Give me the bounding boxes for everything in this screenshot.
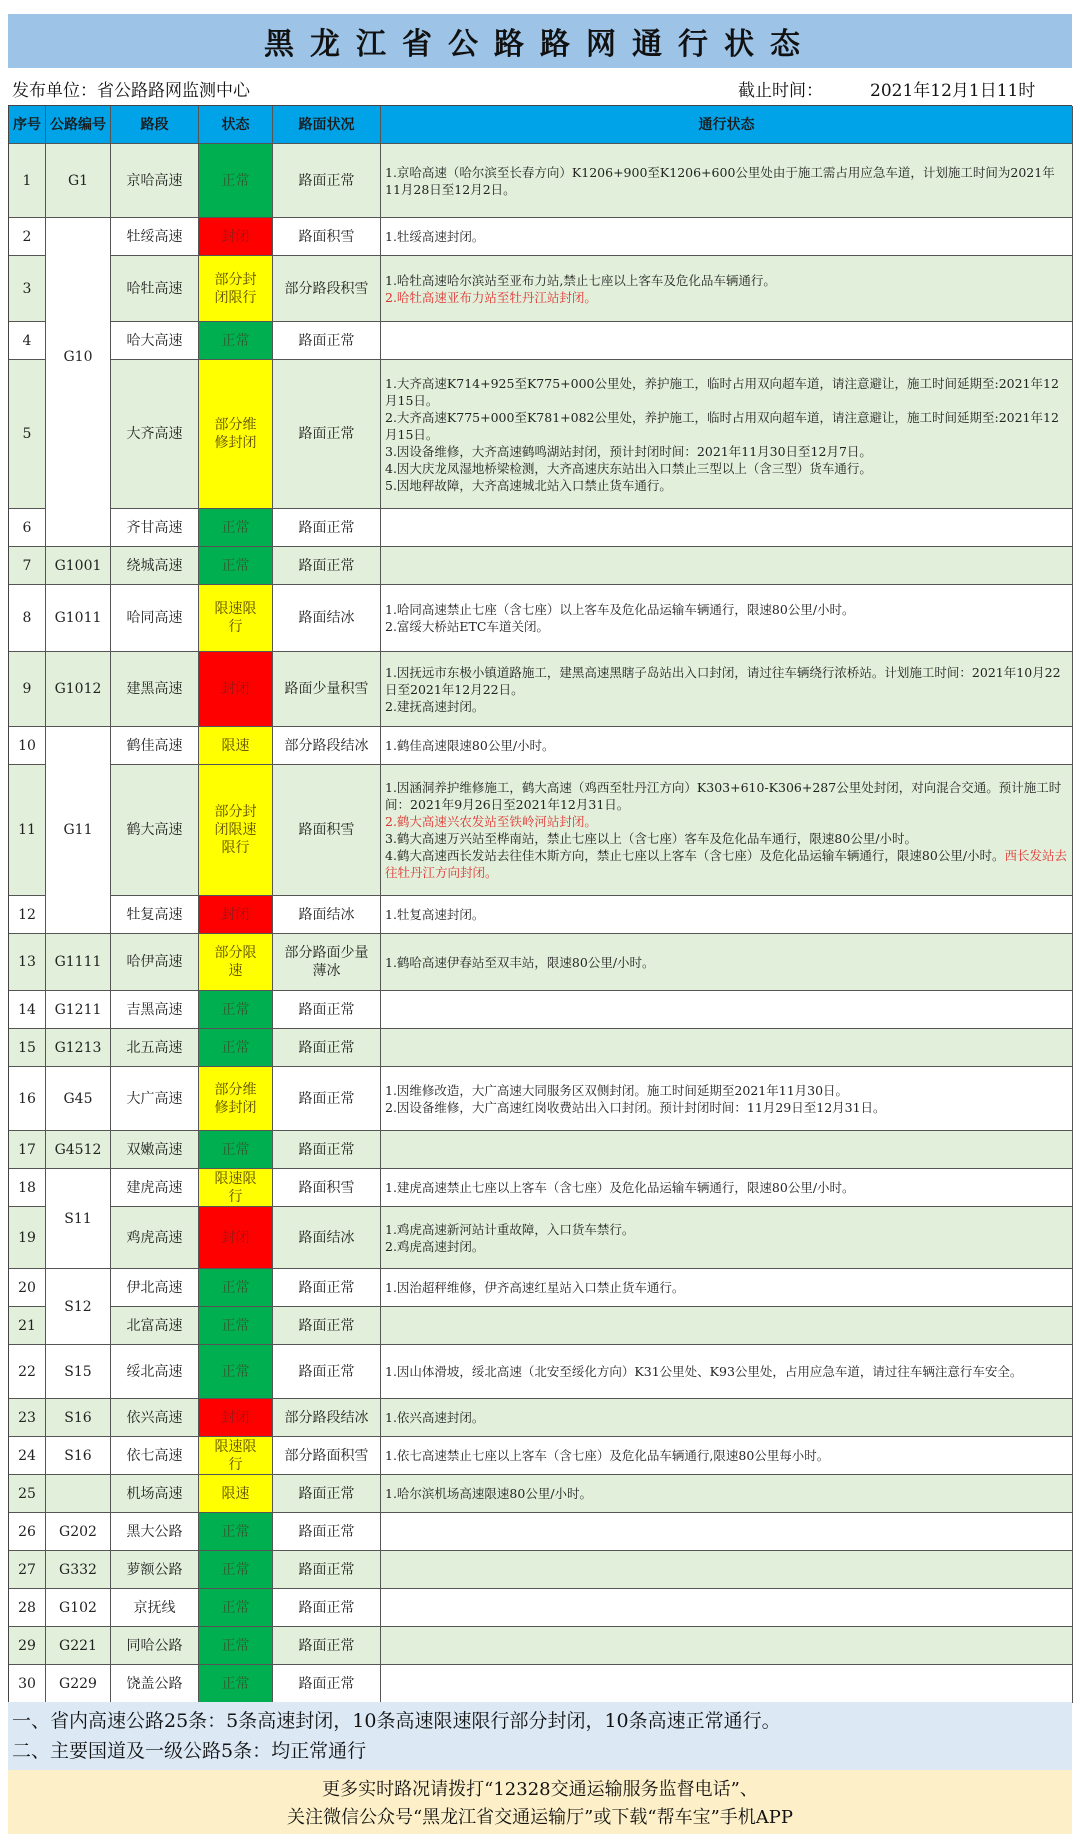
road-surface-condition: 路面正常 — [273, 1345, 381, 1399]
column-header: 状态 — [199, 106, 273, 144]
road-section: 哈牡高速 — [111, 256, 199, 322]
traffic-note-text: 1.京哈高速（哈尔滨至长春方向）K1206+900至K1206+600公里处由于施工需占用应急车道，计划施工时间为2021年11月28日至12月2日。 — [385, 164, 1055, 197]
road-code: G1211 — [46, 991, 111, 1029]
road-surface-condition: 路面正常 — [273, 1131, 381, 1169]
road-code: G1111 — [46, 934, 111, 991]
road-surface-condition: 部分路段结冰 — [273, 727, 381, 765]
road-section: 萝额公路 — [111, 1551, 199, 1589]
footer-line-wechat: 关注微信公众号“黑龙江省交通运输厅”或下载“帮车宝”手机APP — [286, 1807, 794, 1828]
status-badge: 正常 — [199, 1345, 273, 1399]
road-surface-condition: 路面正常 — [273, 1665, 381, 1703]
traffic-notes — [381, 896, 1073, 934]
traffic-note — [385, 1279, 684, 1296]
road-surface-condition: 路面正常 — [273, 991, 381, 1029]
status-badge: 正常 — [199, 322, 273, 360]
road-surface-condition: 路面结冰 — [273, 896, 381, 934]
status-badge: 封闭 — [199, 1399, 273, 1437]
traffic-notes — [381, 1589, 1073, 1627]
page-title: 黑龙江省公路路网通行状态 — [264, 27, 816, 62]
road-surface-condition: 路面少量积雪 — [273, 652, 381, 727]
road-surface-condition: 部分路面积雪 — [273, 1437, 381, 1475]
road-surface-condition: 路面正常 — [273, 1589, 381, 1627]
status-badge: 部分维修封闭 — [199, 360, 273, 509]
status-badge: 封闭 — [199, 1207, 273, 1269]
row-number: 29 — [9, 1627, 46, 1665]
status-badge: 限速 — [199, 1475, 273, 1513]
traffic-note-text: 2.大齐高速K775+000至K781+082公里处，养护施工，临时占用双向超车道，请注意避让，施工时间延期至:2021年12月15日。 — [385, 409, 1059, 442]
status-badge: 限速限行 — [199, 1437, 273, 1475]
road-surface-condition: 路面正常 — [273, 1551, 381, 1589]
traffic-note — [385, 698, 484, 715]
traffic-note-text: 2.哈牡高速亚布力站至牡丹江站封闭。 — [385, 289, 597, 305]
road-section: 黑大公路 — [111, 1513, 199, 1551]
road-section: 鹤大高速 — [111, 765, 199, 896]
traffic-note-text: 1.牡复高速封闭。 — [385, 907, 485, 922]
status-badge: 限速限行 — [199, 1169, 273, 1207]
traffic-notes — [381, 1307, 1073, 1345]
road-code: G1012 — [46, 652, 111, 727]
road-section: 鸡虎高速 — [111, 1207, 199, 1269]
traffic-notes — [381, 727, 1073, 765]
traffic-notes — [381, 360, 1073, 509]
traffic-status-table — [8, 105, 1072, 1702]
road-section: 双嫩高速 — [111, 1131, 199, 1169]
traffic-note — [385, 1485, 592, 1502]
traffic-note-text: 2.因设备维修，大广高速红岗收费站出入口封闭。预计封闭时间：11月29日至12月31日。 — [385, 1099, 886, 1115]
traffic-notes — [381, 1475, 1073, 1513]
traffic-note-text: 1.建虎高速禁止七座以上客车（含七座）及危化品运输车辆通行，限速80公里/小时。 — [385, 1180, 855, 1195]
traffic-notes — [381, 1437, 1073, 1475]
traffic-note — [385, 1363, 1022, 1380]
traffic-notes — [381, 1207, 1073, 1269]
road-code: G11 — [46, 727, 111, 934]
column-header: 路面状况 — [273, 106, 381, 144]
traffic-note-closure: 西长发站去往牡丹江方向封闭。 — [385, 848, 1068, 880]
status-badge: 正常 — [199, 1513, 273, 1551]
traffic-note — [385, 664, 1068, 698]
traffic-note-text: 1.因维修改造，大广高速大同服务区双侧封闭。施工时间延期至2021年11月30日。 — [385, 1082, 849, 1098]
road-code: G102 — [46, 1589, 111, 1627]
traffic-notes — [381, 1513, 1073, 1551]
row-number: 25 — [9, 1475, 46, 1513]
road-code: G229 — [46, 1665, 111, 1703]
row-number: 30 — [9, 1665, 46, 1703]
road-code: S16 — [46, 1399, 111, 1437]
row-number: 21 — [9, 1307, 46, 1345]
traffic-note — [385, 164, 1068, 198]
traffic-note-text: 4.鹤大高速西长发站去往佳木斯方向，禁止七座以上客车（含七座）及危化品运输车辆通行，限速80公里/小时。 — [385, 848, 1005, 863]
row-number: 28 — [9, 1589, 46, 1627]
status-badge: 正常 — [199, 1131, 273, 1169]
traffic-note — [385, 601, 855, 618]
road-section: 牡绥高速 — [111, 218, 199, 256]
row-number: 16 — [9, 1067, 46, 1131]
traffic-note — [385, 906, 484, 923]
footer-line-hotline: 更多实时路况请拨打“12328交通运输服务监督电话”、 — [322, 1779, 758, 1800]
traffic-note — [385, 737, 555, 754]
traffic-note-text: 1.因治超秤维修，伊齐高速红星站入口禁止货车通行。 — [385, 1280, 685, 1295]
row-number: 7 — [9, 547, 46, 585]
row-number: 3 — [9, 256, 46, 322]
road-surface-condition: 路面正常 — [273, 1513, 381, 1551]
traffic-note — [385, 1099, 886, 1116]
road-section: 绕城高速 — [111, 547, 199, 585]
deadline-label: 截止时间： — [738, 81, 823, 101]
traffic-note-text: 2.鹤大高速兴农发站至铁岭河站封闭。 — [385, 814, 597, 829]
traffic-note — [385, 847, 1068, 881]
road-section: 哈大高速 — [111, 322, 199, 360]
status-badge: 部分维修封闭 — [199, 1067, 273, 1131]
road-surface-condition: 路面正常 — [273, 1307, 381, 1345]
traffic-note — [385, 375, 1068, 409]
row-number: 18 — [9, 1169, 46, 1207]
traffic-note — [385, 409, 1068, 443]
road-section: 依七高速 — [111, 1437, 199, 1475]
summary-line-expressways: 一、省内高速公路25条：5条高速封闭，10条高速限速限行部分封闭，10条高速正常通行。 — [12, 1710, 781, 1732]
row-number: 24 — [9, 1437, 46, 1475]
title-banner — [8, 14, 1072, 68]
road-surface-condition: 路面正常 — [273, 1475, 381, 1513]
traffic-notes — [381, 1131, 1073, 1169]
road-surface-condition: 路面正常 — [273, 547, 381, 585]
road-surface-condition: 路面正常 — [273, 509, 381, 547]
status-badge: 部分封闭限速限行 — [199, 765, 273, 896]
status-badge: 正常 — [199, 1627, 273, 1665]
road-section: 哈同高速 — [111, 585, 199, 652]
publisher-label: 发布单位：省公路路网监测中心 — [12, 81, 250, 101]
status-badge: 正常 — [199, 1589, 273, 1627]
summary-box — [8, 1702, 1072, 1770]
traffic-note-text: 1.因山体滑坡，绥北高速（北安至绥化方向）K31公里处、K93公里处，占用应急车道，请过往车辆注意行车安全。 — [385, 1364, 1023, 1379]
road-code — [46, 1475, 111, 1513]
traffic-note-text: 4.因大庆龙凤湿地桥梁检测，大齐高速庆东站出入口禁止三型以上（含三型）货车通行。 — [385, 460, 872, 476]
traffic-note-text: 1.鹤哈高速伊春站至双丰站，限速80公里/小时。 — [385, 954, 655, 970]
row-number: 6 — [9, 509, 46, 547]
traffic-note-text: 1.哈同高速禁止七座（含七座）以上客车及危化品运输车辆通行，限速80公里/小时。 — [385, 602, 855, 617]
status-badge: 封闭 — [199, 652, 273, 727]
status-badge: 正常 — [199, 509, 273, 547]
traffic-note — [385, 1238, 484, 1255]
road-surface-condition: 路面正常 — [273, 1067, 381, 1131]
traffic-note-text: 1.哈尔滨机场高速限速80公里/小时。 — [385, 1486, 593, 1501]
road-code: G221 — [46, 1627, 111, 1665]
status-badge: 正常 — [199, 1029, 273, 1067]
traffic-notes — [381, 509, 1073, 547]
traffic-notes — [381, 1627, 1073, 1665]
traffic-note — [385, 477, 672, 494]
road-code: G1011 — [46, 585, 111, 652]
road-surface-condition: 部分路段积雪 — [273, 256, 381, 322]
traffic-notes — [381, 991, 1073, 1029]
road-surface-condition: 路面结冰 — [273, 1207, 381, 1269]
road-code: G1 — [46, 144, 111, 218]
road-section: 北五高速 — [111, 1029, 199, 1067]
row-number: 27 — [9, 1551, 46, 1589]
traffic-note — [385, 954, 655, 971]
column-header: 通行状态 — [381, 106, 1073, 144]
status-badge: 部分封闭限行 — [199, 256, 273, 322]
traffic-notes — [381, 218, 1073, 256]
traffic-notes — [381, 144, 1073, 218]
traffic-notes — [381, 1269, 1073, 1307]
footer-notice — [8, 1770, 1072, 1834]
traffic-note — [385, 443, 872, 460]
row-number: 26 — [9, 1513, 46, 1551]
road-section: 吉黑高速 — [111, 991, 199, 1029]
traffic-note — [385, 1082, 848, 1099]
road-section: 齐甘高速 — [111, 509, 199, 547]
road-code: G202 — [46, 1513, 111, 1551]
road-surface-condition: 部分路面少量薄冰 — [273, 934, 381, 991]
traffic-notes — [381, 1551, 1073, 1589]
row-number: 17 — [9, 1131, 46, 1169]
status-badge: 限速 — [199, 727, 273, 765]
row-number: 22 — [9, 1345, 46, 1399]
traffic-note — [385, 779, 1068, 813]
road-section: 饶盖公路 — [111, 1665, 199, 1703]
status-badge: 限速限行 — [199, 585, 273, 652]
road-section: 牡复高速 — [111, 896, 199, 934]
row-number: 4 — [9, 322, 46, 360]
row-number: 10 — [9, 727, 46, 765]
traffic-notes — [381, 1067, 1073, 1131]
traffic-notes — [381, 934, 1073, 991]
row-number: 14 — [9, 991, 46, 1029]
column-header: 公路编号 — [46, 106, 111, 144]
traffic-note — [385, 460, 872, 477]
traffic-note-text: 2.鸡虎高速封闭。 — [385, 1238, 485, 1254]
column-header: 序号 — [9, 106, 46, 144]
road-surface-condition: 路面结冰 — [273, 585, 381, 652]
road-section: 绥北高速 — [111, 1345, 199, 1399]
road-code: G332 — [46, 1551, 111, 1589]
row-number: 5 — [9, 360, 46, 509]
traffic-note-text: 3.因设备维修，大齐高速鹤鸣湖站封闭，预计封闭时间：2021年11月30日至12月7日。 — [385, 443, 872, 459]
road-code: G4512 — [46, 1131, 111, 1169]
traffic-notes — [381, 1665, 1073, 1703]
status-badge: 正常 — [199, 991, 273, 1029]
traffic-note — [385, 830, 917, 847]
traffic-note-text: 5.因地秤故障，大齐高速城北站入口禁止货车通行。 — [385, 477, 672, 493]
traffic-note — [385, 1447, 829, 1464]
road-code: G45 — [46, 1067, 111, 1131]
traffic-note-text: 1.大齐高速K714+925至K775+000公里处，养护施工，临时占用双向超车道，请注意避让，施工时间延期至:2021年12月15日。 — [385, 375, 1059, 408]
road-section: 北富高速 — [111, 1307, 199, 1345]
summary-line-national-roads: 二、主要国道及一级公路5条：均正常通行 — [12, 1740, 367, 1762]
column-header: 路段 — [111, 106, 199, 144]
road-code: S15 — [46, 1345, 111, 1399]
traffic-notes — [381, 1169, 1073, 1207]
road-code: S11 — [46, 1169, 111, 1269]
traffic-notes — [381, 1029, 1073, 1067]
row-number: 8 — [9, 585, 46, 652]
traffic-note-text: 1.鸡虎高速新河站计重故障，入口货车禁行。 — [385, 1221, 635, 1237]
traffic-note — [385, 1221, 634, 1238]
traffic-note — [385, 289, 597, 306]
traffic-note — [385, 813, 597, 830]
row-number: 15 — [9, 1029, 46, 1067]
row-number: 20 — [9, 1269, 46, 1307]
traffic-note-text: 1.依兴高速封闭。 — [385, 1410, 485, 1425]
traffic-note-text: 1.因涵洞养护维修施工，鹤大高速（鸡西至牡丹江方向）K303+610-K306+287公里处封闭，对向混合交通。预计施工时间：2021年9月26日至2021年12月31日。 — [385, 780, 1062, 812]
road-surface-condition: 路面积雪 — [273, 765, 381, 896]
status-badge: 正常 — [199, 1551, 273, 1589]
road-code: G1213 — [46, 1029, 111, 1067]
traffic-note-text: 1.牡绥高速封闭。 — [385, 229, 485, 244]
road-section: 大广高速 — [111, 1067, 199, 1131]
road-surface-condition: 路面正常 — [273, 322, 381, 360]
road-code: S12 — [46, 1269, 111, 1345]
road-section: 哈伊高速 — [111, 934, 199, 991]
road-section: 建虎高速 — [111, 1169, 199, 1207]
row-number: 2 — [9, 218, 46, 256]
road-section: 大齐高速 — [111, 360, 199, 509]
status-badge: 正常 — [199, 144, 273, 218]
status-badge: 封闭 — [199, 896, 273, 934]
road-surface-condition: 路面正常 — [273, 1269, 381, 1307]
status-badge: 正常 — [199, 547, 273, 585]
traffic-notes — [381, 1399, 1073, 1437]
traffic-note — [385, 228, 484, 245]
road-section: 京抚线 — [111, 1589, 199, 1627]
traffic-note — [385, 272, 776, 289]
traffic-notes — [381, 322, 1073, 360]
road-code: G10 — [46, 218, 111, 547]
traffic-notes — [381, 765, 1073, 896]
row-number: 19 — [9, 1207, 46, 1269]
traffic-note-text: 3.鹤大高速万兴站至桦南站，禁止七座以上（含七座）客车及危化品车通行，限速80公里/小时。 — [385, 831, 918, 846]
row-number: 23 — [9, 1399, 46, 1437]
road-section: 依兴高速 — [111, 1399, 199, 1437]
row-number: 9 — [9, 652, 46, 727]
traffic-notes — [381, 256, 1073, 322]
row-number: 11 — [9, 765, 46, 896]
road-section: 鹤佳高速 — [111, 727, 199, 765]
row-number: 13 — [9, 934, 46, 991]
traffic-note-text: 1.因抚远市东极小镇道路施工，建黑高速黑瞎子岛站出入口封闭，请过往车辆绕行浓桥站。计划施工时间：2021年10月22日至2021年12月22日。 — [385, 664, 1061, 697]
traffic-note-text: 2.建抚高速封闭。 — [385, 698, 485, 714]
road-surface-condition: 路面积雪 — [273, 1169, 381, 1207]
road-section: 伊北高速 — [111, 1269, 199, 1307]
road-section: 机场高速 — [111, 1475, 199, 1513]
traffic-note — [385, 1179, 855, 1196]
traffic-note — [385, 1409, 484, 1426]
traffic-note-text: 1.哈牡高速哈尔滨站至亚布力站,禁止七座以上客车及危化品车辆通行。 — [385, 272, 776, 288]
traffic-notes — [381, 652, 1073, 727]
traffic-notes — [381, 585, 1073, 652]
road-surface-condition: 路面正常 — [273, 1029, 381, 1067]
status-badge: 部分限速 — [199, 934, 273, 991]
road-section: 京哈高速 — [111, 144, 199, 218]
row-number: 12 — [9, 896, 46, 934]
traffic-note — [385, 618, 549, 635]
road-surface-condition: 路面正常 — [273, 360, 381, 509]
road-surface-condition: 部分路段结冰 — [273, 1399, 381, 1437]
road-surface-condition: 路面正常 — [273, 1627, 381, 1665]
road-section: 建黑高速 — [111, 652, 199, 727]
deadline-value: 2021年12月1日11时 — [870, 81, 1036, 101]
traffic-notes — [381, 547, 1073, 585]
row-number: 1 — [9, 144, 46, 218]
road-section: 同哈公路 — [111, 1627, 199, 1665]
status-badge: 正常 — [199, 1307, 273, 1345]
status-badge: 正常 — [199, 1269, 273, 1307]
traffic-note-text: 1.鹤佳高速限速80公里/小时。 — [385, 738, 555, 753]
traffic-note-text: 1.依七高速禁止七座以上客车（含七座）及危化品车辆通行,限速80公里每小时。 — [385, 1448, 830, 1463]
status-badge: 封闭 — [199, 218, 273, 256]
road-surface-condition: 路面积雪 — [273, 218, 381, 256]
status-badge: 正常 — [199, 1665, 273, 1703]
traffic-note-text: 2.富绥大桥站ETC车道关闭。 — [385, 619, 549, 634]
traffic-notes — [381, 1345, 1073, 1399]
road-surface-condition: 路面正常 — [273, 144, 381, 218]
road-code: G1001 — [46, 547, 111, 585]
road-code: S16 — [46, 1437, 111, 1475]
